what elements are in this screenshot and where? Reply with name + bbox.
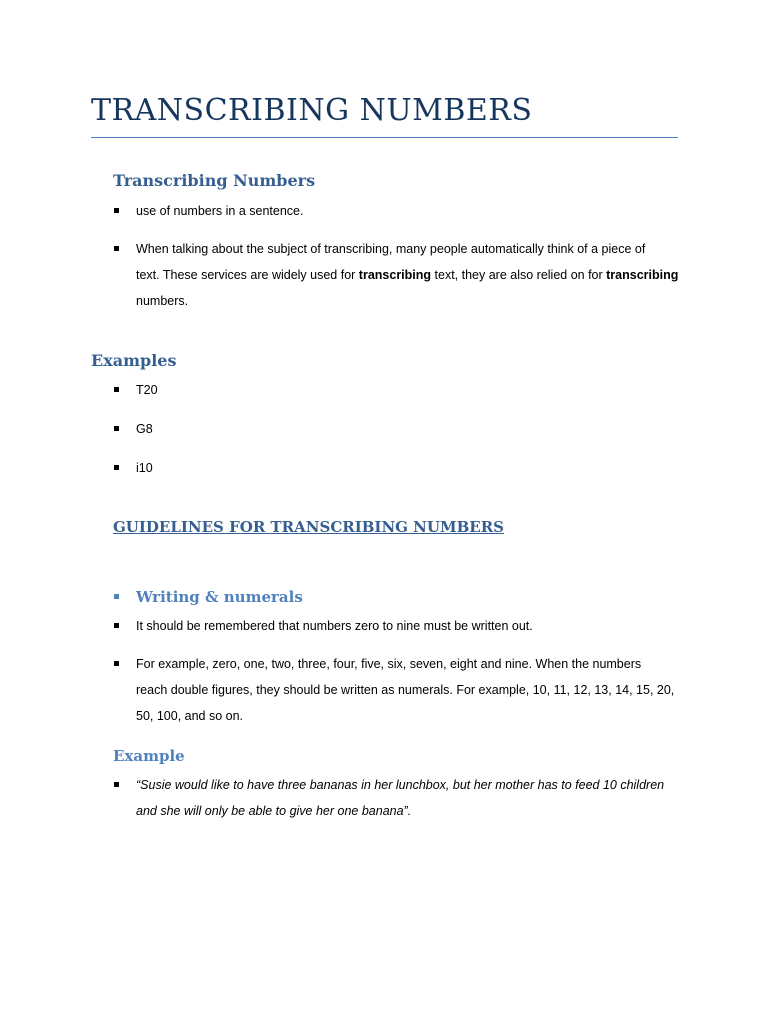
- list-item: i10: [136, 461, 153, 475]
- bullet-marker: [114, 661, 119, 666]
- bullet-marker: [114, 465, 119, 470]
- paragraph-line: 50, 100, and so on.: [136, 709, 244, 723]
- bullet-marker: [114, 246, 119, 251]
- document-title: TRANSCRIBING NUMBERS: [91, 93, 533, 128]
- section-heading-examples: Examples: [91, 351, 177, 370]
- list-item: It should be remembered that numbers zero to nine must be written out.: [136, 619, 533, 633]
- paragraph-line: reach double figures, they should be written as numerals. For example, 10, 11, 12, 13, 14, 15, 20,: [136, 683, 675, 697]
- quote-line: “Susie would like to have three bananas in her lunchbox, but her mother has to feed 10 children: [136, 778, 665, 792]
- subheading-writing-numerals: Writing & numerals: [136, 588, 303, 606]
- paragraph-line: [136, 262, 678, 288]
- bullet-marker: [114, 426, 119, 431]
- bullet-marker: [114, 208, 119, 213]
- paragraph-line: numbers.: [136, 294, 189, 308]
- quote-line: and she will only be able to give her one banana”.: [136, 804, 412, 818]
- bold-text: transcribing: [606, 268, 679, 282]
- section-heading-transcribing-numbers: Transcribing Numbers: [113, 171, 316, 190]
- paragraph-line: When talking about the subject of transcribing, many people automatically think of a piece of: [136, 242, 646, 256]
- text-run: text, they are also relied on for: [431, 268, 607, 282]
- bullet-marker: [114, 623, 119, 628]
- paragraph-line: For example, zero, one, two, three, four, five, six, seven, eight and nine. When the numbers: [136, 657, 642, 671]
- bullet-marker: [114, 782, 119, 787]
- list-item: T20: [136, 383, 158, 397]
- subheading-example: Example: [113, 747, 185, 765]
- text-run: text. These services are widely used for: [136, 268, 359, 282]
- title-divider: [91, 137, 678, 138]
- bold-text: transcribing: [358, 268, 432, 282]
- list-item: use of numbers in a sentence.: [136, 204, 304, 218]
- list-item: G8: [136, 422, 153, 436]
- bullet-marker: [114, 594, 119, 599]
- bullet-marker: [114, 387, 119, 392]
- section-heading-guidelines: GUIDELINES FOR TRANSCRIBING NUMBERS: [113, 518, 504, 536]
